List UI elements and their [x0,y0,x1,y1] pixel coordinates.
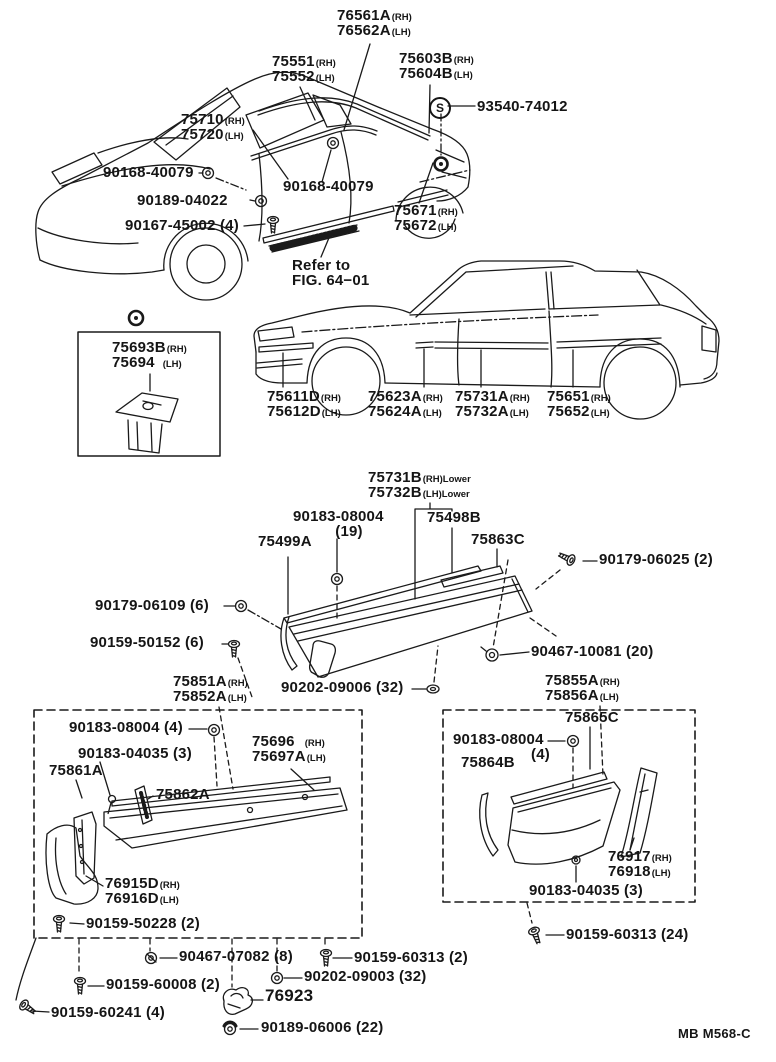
screw-icon [268,217,279,234]
part-label-90183-08004-4-left: 90183-08004 (4) [69,719,183,736]
part-label-75864B: 75864B [461,754,515,771]
part-label-76917: 76917(RH) 76918(LH) [608,848,672,880]
part-label-75671: 75671(RH) 75672(LH) [394,202,458,234]
part-label-75551: 75551(RH) 75552(LH) [272,53,336,85]
part-label-75851A: 75851A(RH) 75852A(LH) [173,673,248,705]
grommet-icon [427,685,439,693]
part-label-90202-09003: 90202-09003 (32) [304,968,427,985]
screw-icon [54,916,65,933]
part-label-75693B: 75693B(RH) 75694 (LH) [112,339,187,371]
part-label-90159-60241: 90159-60241 (4) [51,1004,165,1021]
part-label-75865C: 75865C [565,709,619,726]
part-label-90189-04022: 90189-04022 [137,192,228,209]
screw-icon [75,978,86,995]
screw-icon [229,641,240,658]
part-label-90179-06025: 90179-06025 (2) [599,551,713,568]
nut-icon [236,601,247,612]
part-label-76561A: 76561A(RH) 76562A(LH) [337,7,412,39]
part-label-93540-74012: 93540-74012 [477,98,568,115]
grommet-icon [568,736,579,747]
part-label-90159-60313-24: 90159-60313 (24) [566,926,689,943]
part-label-75862A: 75862A [156,786,210,803]
part-label-75623A: 75623A(RH) 75624A(LH) [368,388,443,420]
roof-drip-moulding-shape [258,98,430,140]
part-label-90183-08004-19: 90183-08004 (19) [293,508,384,540]
upper-short-strip-shape [441,566,503,587]
part-label-75696: 75696 (RH) 75697A(LH) [252,733,326,765]
part-label-75611D: 75611D(RH) 75612D(LH) [267,388,341,420]
part-label-90467-07082: 90467-07082 (8) [179,948,293,965]
part-label-90183-08004-4-right: 90183-08004 (4) [453,731,550,763]
quarter-moulding-panel-shape [508,782,620,864]
grommet-icon [332,574,343,585]
note-refer-to-fig: Refer to FIG. 64−01 [292,257,370,289]
rear-wheel [604,347,676,419]
part-label-75651: 75651(RH) 75652(LH) [547,388,611,420]
part-label-75731A: 75731A(RH) 75732A(LH) [455,388,530,420]
part-label-75603B: 75603B(RH) 75604B(LH) [399,50,474,82]
part-label-90183-04035-right: 90183-04035 (3) [529,882,643,899]
part-label-75731B-lower: 75731B(RH)Lower 75732B(LH)Lower [368,469,471,501]
part-label-90159-50228: 90159-50228 (2) [86,915,200,932]
door-lower-moulding-shape [435,342,548,349]
part-label-75863C: 75863C [471,531,525,548]
screw-icon [321,950,332,967]
part-label-90159-50152: 90159-50152 (6) [90,634,204,651]
corner-strip-shape [480,793,498,856]
retainer-clip-icon [328,138,339,149]
front-lower-moulding-shape [416,342,433,348]
screw-icon [18,998,38,1016]
part-label-90159-60008: 90159-60008 (2) [106,976,220,993]
part-label-90202-09006: 90202-09006 (32) [281,679,404,696]
part-label-90189-06006: 90189-06006 (22) [261,1019,384,1036]
page-code: MB M568-C [678,1026,751,1041]
car-front-quarter-view-drawing [36,72,470,300]
part-label-75499A: 75499A [258,533,312,550]
grommet-icon [256,196,267,207]
front-mud-strip-shape [259,343,313,352]
clip-icon [486,649,498,661]
moulding-clip-shape [116,393,178,422]
screw-icon [557,550,577,567]
part-label-90179-06109: 90179-06109 (6) [95,597,209,614]
part-label-90168-40079-left: 90168-40079 [103,164,194,181]
part-label-75861A: 75861A [49,762,103,779]
part-label-90168-40079-right: 90168-40079 [283,178,374,195]
end-cap-shape [46,825,98,904]
part-label-76923: 76923 [265,986,314,1005]
screw-icon [528,926,544,945]
clip-shape [223,988,252,1015]
part-label-75855A: 75855A(RH) 75856A(LH) [545,672,620,704]
end-trim-strip-shape [281,617,297,670]
part-label-90183-04035-left: 90183-04035 (3) [78,745,192,762]
part-label-90467-10081: 90467-10081 (20) [531,643,654,660]
part-label-76915D: 76915D(RH) 76916D(LH) [105,875,180,907]
grommet-icon [129,311,143,325]
pillar-trim-shape [621,768,657,857]
moulding-hole [310,641,336,678]
grommet-icon [209,725,220,736]
front-wheel [170,228,242,300]
s-symbol-badge: S [429,97,451,119]
part-label-75710: 75710(RH) 75720(LH) [181,111,245,143]
part-label-75498B: 75498B [427,509,481,526]
part-label-90159-60313-2: 90159-60313 (2) [354,949,468,966]
part-label-90167-45002: 90167-45002 (4) [125,217,239,234]
headlight-shape [258,327,294,341]
nut-icon [272,973,283,984]
clip-inset-box [78,311,220,456]
